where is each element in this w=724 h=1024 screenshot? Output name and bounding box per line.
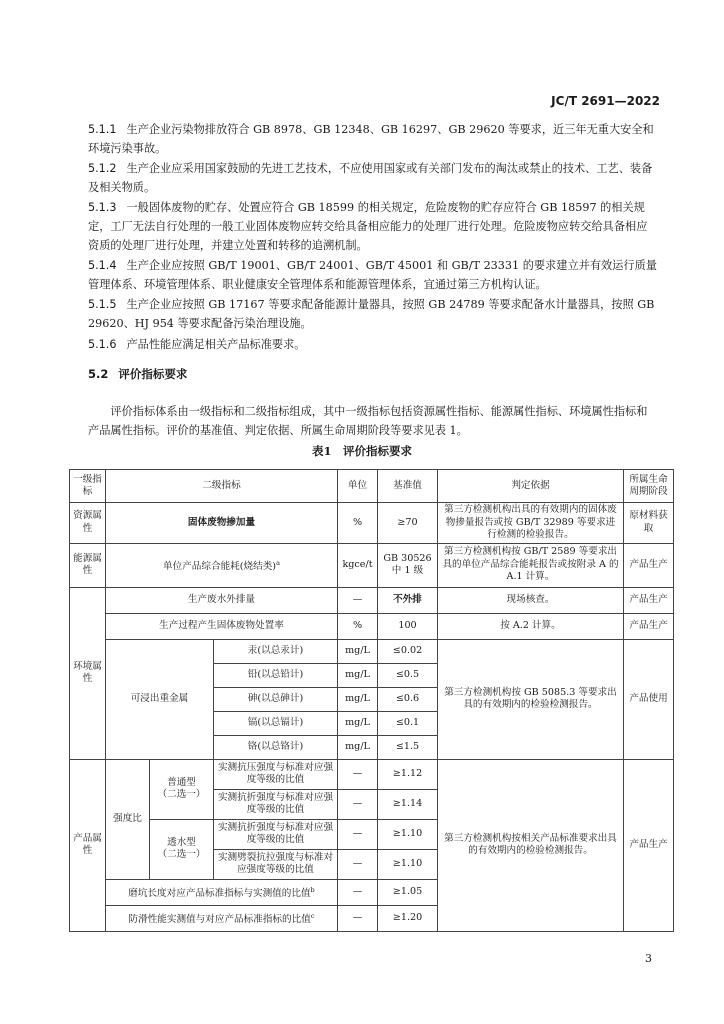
clause-text: 产品性能应满足相关产品标准要求。	[126, 337, 306, 351]
clause-text: 生产企业应按照 GB 17167 等要求配备能源计量器具，按照 GB 24789 等要求配备水计量器具，按照 GB 29620、HJ 954 等要求配备污染治理设施。	[88, 298, 655, 330]
permeable-type-label: 透水型 （二选一）	[150, 819, 214, 879]
unit-cell: mg/L	[338, 735, 378, 759]
header-unit: 单位	[338, 470, 378, 503]
unit-cell: —	[338, 849, 378, 879]
indicator-text: 磨坑长度对应产品标准指标与实测值的比值	[128, 887, 311, 899]
clause-text: 生产企业应按照 GB/T 19001、GB/T 24001、GB/T 45001 和 GB/T 23331 的要求建立并有效运行质量管理体系、环境管理体系、职业健康安全管理体系和能源管理体系，宜通过第三方机构认证。	[88, 259, 657, 291]
metal-name: 砷(以总砷计)	[214, 687, 338, 711]
clause-text: 一般固体废物的贮存、处置应符合 GB 18599 的相关规定，危险废物的贮存应符合 GB 18597 的相关规定，工厂无法自行处理的一般工业固体废物应转交给具备相应能力的处理厂进行处理。危险废物应转交给具备相应资质的处理厂进行处理，并建立处置和转移的追溯机制。	[88, 201, 648, 252]
indicator-wastewater: 生产废水外排量	[106, 587, 338, 613]
baseline-cell: ≤0.6	[378, 687, 438, 711]
normal-type-label: 普通型 （二选一）	[150, 759, 214, 819]
document-code: JC/T 2691—2022	[551, 94, 660, 108]
indicator-energy-consumption	[106, 543, 338, 587]
indicator-solid-waste-blend: 固体废物掺加量	[106, 503, 338, 544]
unit-cell: —	[338, 819, 378, 849]
baseline-cell: ≤0.02	[378, 639, 438, 663]
unit-cell: —	[338, 905, 378, 931]
table-row-wastewater	[70, 587, 674, 613]
clause-5-1-1	[88, 121, 658, 158]
baseline-cell: GB 30526 中 1 级	[378, 543, 438, 587]
stage-cell: 产品生产	[624, 587, 674, 613]
basis-cell: 第三方检测机构出具的有效期内的固体废物掺量报告或按 GB/T 32989 等要求进行检测的检验报告。	[438, 503, 624, 544]
indicator-text: 单位产品综合能耗(烧结类)	[163, 560, 277, 572]
unit-cell: %	[338, 503, 378, 544]
footnote-mark: b	[310, 885, 315, 894]
strength-item: 实测抗压强度与标准对应强度等级的比值	[214, 759, 338, 789]
baseline-cell: 不外排	[378, 587, 438, 613]
unit-cell: —	[338, 789, 378, 819]
clause-number: 5.1.2	[88, 162, 117, 176]
stage-cell: 原材料获取	[624, 503, 674, 544]
baseline-cell: ≥1.10	[378, 819, 438, 849]
header-stage: 所属生命周期阶段	[624, 470, 674, 503]
footnote-mark: a	[276, 558, 280, 567]
unit-cell: mg/L	[338, 639, 378, 663]
baseline-cell: ≤0.1	[378, 711, 438, 735]
baseline-cell: ≤1.5	[378, 735, 438, 759]
baseline-cell: ≥70	[378, 503, 438, 544]
table-row-solid-disposal	[70, 613, 674, 639]
metal-name: 铬(以总铬计)	[214, 735, 338, 759]
unit-cell: —	[338, 879, 378, 905]
table-row-energy	[70, 543, 674, 587]
unit-cell: kgce/t	[338, 543, 378, 587]
clause-number: 5.1.3	[88, 201, 117, 215]
metals-stage: 产品使用	[624, 639, 674, 759]
basis-cell: 按 A.2 计算。	[438, 613, 624, 639]
stage-cell: 产品生产	[624, 543, 674, 587]
stage-cell: 产品生产	[624, 613, 674, 639]
product-stage: 产品生产	[624, 759, 674, 931]
metals-group-label: 可浸出重金属	[106, 639, 214, 759]
table-row-metal	[70, 639, 674, 663]
baseline-cell: ≥1.20	[378, 905, 438, 931]
clause-5-1-6	[88, 336, 658, 355]
baseline-cell: ≥1.10	[378, 849, 438, 879]
level1-energy: 能源属性	[70, 543, 106, 587]
header-level1: 一级指标	[70, 470, 106, 503]
indicator-abrasion	[106, 879, 338, 905]
strength-item: 实测劈裂抗拉强度与标准对应强度等级的比值	[214, 849, 338, 879]
header-baseline: 基准值	[378, 470, 438, 503]
intro-paragraph: 评价指标体系由一级指标和二级指标组成，其中一级指标包括资源属性指标、能源属性指标、环境属性指标和产品属性指标。评价的基准值、判定依据、所属生命周期阶段等要求见表 1。	[88, 405, 648, 437]
section-number: 5.2	[88, 367, 109, 381]
table-row-resource	[70, 503, 674, 544]
product-basis: 第三方检测机构按相关产品标准要求出具的有效期内的检验检测报告。	[438, 759, 624, 931]
level1-environment: 环境属性	[70, 587, 106, 759]
unit-cell: mg/L	[338, 687, 378, 711]
strength-ratio-label: 强度比	[106, 759, 150, 879]
unit-cell: —	[338, 759, 378, 789]
table-title: 表1 评价指标要求	[311, 444, 412, 458]
section-heading	[88, 366, 187, 382]
clause-5-1-5	[88, 296, 658, 333]
clause-number: 5.1.4	[88, 259, 117, 273]
indicator-slip	[106, 905, 338, 931]
clause-5-1-2	[88, 160, 658, 197]
clause-number: 5.1.1	[88, 123, 117, 136]
unit-cell: —	[338, 587, 378, 613]
strength-item: 实测抗折强度与标准对应强度等级的比值	[214, 819, 338, 849]
metal-name: 镉(以总镉计)	[214, 711, 338, 735]
basis-cell: 现场核查。	[438, 587, 624, 613]
clause-number: 5.1.6	[88, 337, 117, 351]
level1-resource: 资源属性	[70, 503, 106, 544]
indicator-solid-disposal: 生产过程产生固体废物处置率	[106, 613, 338, 639]
indicator-text: 防滑性能实测值与对应产品标准指标的比值	[128, 913, 311, 925]
metal-name: 铅(以总铅计)	[214, 663, 338, 687]
section-title: 评价指标要求	[118, 367, 188, 381]
header-basis: 判定依据	[438, 470, 624, 503]
level1-product: 产品属性	[70, 759, 106, 931]
evaluation-indicator-table	[69, 469, 674, 932]
strength-item: 实测抗折强度与标准对应强度等级的比值	[214, 789, 338, 819]
basis-cell: 第三方检测机构按 GB/T 2589 等要求出具的单位产品综合能耗报告或按附录 A 的 A.1 计算。	[438, 543, 624, 587]
clause-5-1-4	[88, 257, 658, 294]
table-header-row	[70, 470, 674, 503]
clause-text: 生产企业应采用国家鼓励的先进工艺技术，不应使用国家或有关部门发布的淘汰或禁止的技术、工艺、装备及相关物质。	[88, 162, 653, 194]
baseline-cell: ≥1.05	[378, 879, 438, 905]
clause-list	[88, 121, 658, 356]
clause-number: 5.1.5	[88, 298, 117, 312]
metal-name: 汞(以总汞计)	[214, 639, 338, 663]
baseline-cell: 100	[378, 613, 438, 639]
clause-text: 生产企业污染物排放符合 GB 8978、GB 12348、GB 16297、GB 29620 等要求，近三年无重大安全和环境污染事故。	[88, 123, 654, 155]
baseline-cell: ≤0.5	[378, 663, 438, 687]
unit-cell: mg/L	[338, 711, 378, 735]
footnote-mark: c	[310, 911, 315, 920]
table-row-strength	[70, 759, 674, 789]
baseline-cell: ≥1.12	[378, 759, 438, 789]
metals-basis: 第三方检测机构按 GB 5085.3 等要求出具的有效期内的检验检测报告。	[438, 639, 624, 759]
header-level2: 二级指标	[106, 470, 338, 503]
clause-5-1-3	[88, 199, 658, 255]
unit-cell: mg/L	[338, 663, 378, 687]
unit-cell: %	[338, 613, 378, 639]
baseline-cell: ≥1.14	[378, 789, 438, 819]
page-number: 3	[645, 952, 652, 965]
